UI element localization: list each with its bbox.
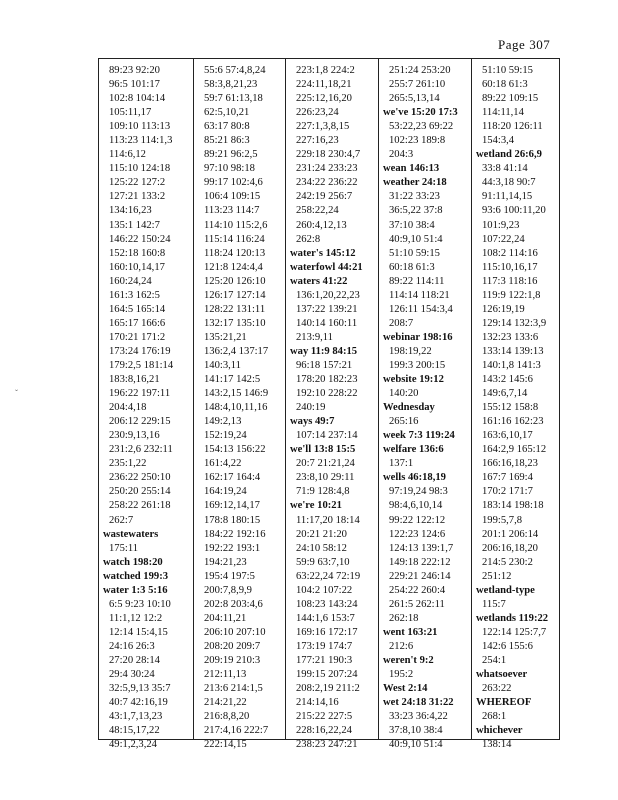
index-reference-line: 115:7 (482, 598, 506, 610)
index-headword-entry: whichever (476, 725, 523, 737)
index-headword-entry: weren't 9:2 (383, 654, 434, 666)
index-reference-line: 125:20 126:10 (204, 275, 266, 287)
index-reference-line: 33:8 41:14 (482, 163, 528, 175)
index-reference-line: 108:2 114:16 (482, 247, 538, 259)
index-reference-line: 204:11,21 (204, 612, 247, 624)
index-reference-line: 161:16 162:23 (482, 416, 544, 428)
index-reference-line: 118:20 126:11 (482, 121, 543, 133)
index-reference-line: 164:5 165:14 (109, 303, 166, 315)
index-reference-line: 11:1,12 12:2 (109, 612, 163, 624)
index-headword-entry: wastewaters (103, 528, 159, 540)
index-reference-line: 200:7,8,9,9 (204, 584, 252, 596)
index-reference-line: 48:15,17,22 (109, 725, 160, 737)
index-headword-entry: website 19:12 (383, 374, 444, 386)
index-reference-line: 43:1,7,13,23 (109, 711, 163, 723)
index-reference-line: 59:9 63:7,10 (296, 556, 350, 568)
index-reference-line: 32:5,9,13 35:7 (109, 683, 171, 695)
index-reference-line: 114:11,14 (482, 107, 524, 119)
index-reference-line: 23:8,10 29:11 (296, 472, 355, 484)
index-reference-line: 229:18 230:4,7 (296, 149, 361, 161)
index-reference-line: 129:14 132:3,9 (482, 317, 547, 329)
index-reference-line: 122:14 125:7,7 (482, 626, 547, 638)
index-reference-line: 148:4,10,11,16 (204, 402, 268, 414)
index-reference-line: 149:2,13 (204, 416, 242, 428)
index-reference-line: 40:9,10 51:4 (389, 233, 443, 245)
index-table (98, 58, 560, 751)
index-reference-line: 206:10 207:10 (204, 626, 266, 638)
index-reference-line: 121:8 124:4,4 (204, 261, 263, 273)
index-reference-line: 126:11 154:3,4 (389, 303, 453, 315)
index-reference-line: 152:19,24 (204, 430, 247, 442)
index-reference-line: 149:6,7,14 (482, 388, 528, 400)
index-headword-entry: webinar 198:16 (383, 331, 453, 343)
index-headword-entry: wean 146:13 (383, 163, 440, 175)
index-reference-line: 85:21 86:3 (204, 135, 250, 147)
index-reference-line: 134:16,23 (109, 205, 152, 217)
index-reference-line: 138:14 (482, 739, 512, 751)
index-reference-line: 204:4,18 (109, 402, 147, 414)
index-reference-line: 133:14 139:13 (482, 345, 544, 357)
index-reference-line: 229:21 246:14 (389, 570, 451, 582)
index-reference-line: 254:1 (482, 654, 507, 666)
index-reference-line: 63:22,24 72:19 (296, 570, 361, 582)
index-reference-line: 236:22 250:10 (109, 472, 171, 484)
index-reference-line: 27:20 28:14 (109, 654, 160, 666)
index-reference-line: 51:10 59:15 (389, 247, 440, 259)
index-reference-line: 206:12 229:15 (109, 416, 171, 428)
index-reference-line: 107:14 237:14 (296, 430, 358, 442)
index-reference-line: 115:10 124:18 (109, 163, 171, 175)
index-reference-line: 89:21 96:2,5 (204, 149, 258, 161)
index-reference-line: 89:22 109:15 (482, 93, 539, 105)
index-column-4 (378, 59, 471, 751)
index-reference-line: 178:20 182:23 (296, 374, 358, 386)
index-headword-entry: whatsoever (476, 669, 528, 681)
index-reference-line: 208:2,19 211:2 (296, 683, 360, 695)
index-reference-line: 170:21 171:2 (109, 331, 166, 343)
index-reference-line: 224:11,18,21 (296, 79, 352, 91)
index-headword-entry: wetlands 119:22 (476, 612, 549, 624)
index-reference-line: 258:22 261:18 (109, 500, 171, 512)
index-reference-line: 49:1,2,3,24 (109, 739, 157, 751)
index-reference-line: 199:15 207:24 (296, 669, 358, 681)
index-reference-line: 166:16,18,23 (482, 458, 538, 470)
index-reference-line: 212:11,13 (204, 669, 247, 681)
index-reference-line: 137:22 139:21 (296, 303, 358, 315)
index-column-1 (99, 59, 193, 751)
index-reference-line: 169:12,14,17 (204, 500, 260, 512)
index-headword-entry: waters 41:22 (290, 275, 348, 287)
index-reference-line: 140:20 (389, 388, 419, 400)
index-reference-line: 96:18 157:21 (296, 359, 353, 371)
index-reference-line: 12:14 15:4,15 (109, 626, 168, 638)
index-reference-line: 106:4 109:15 (204, 191, 261, 203)
index-reference-line: 163:6,10,17 (482, 430, 533, 442)
index-reference-line: 169:16 172:17 (296, 626, 358, 638)
index-reference-line: 140:14 160:11 (296, 317, 358, 329)
index-reference-line: 102:8 104:14 (109, 93, 166, 105)
index-reference-line: 117:3 118:16 (482, 275, 538, 287)
index-reference-line: 122:23 124:6 (389, 528, 446, 540)
index-headword-entry: water's 145:12 (290, 247, 356, 259)
index-reference-line: 178:8 180:15 (204, 514, 261, 526)
index-reference-line: 162:17 164:4 (204, 472, 261, 484)
index-reference-line: 24:10 58:12 (296, 542, 347, 554)
index-reference-line: 136:1,20,22,23 (296, 289, 360, 301)
index-reference-line: 132:23 133:6 (482, 331, 539, 343)
index-reference-line: 179:2,5 181:14 (109, 359, 174, 371)
index-reference-line: 20:21 21:20 (296, 528, 347, 540)
index-reference-line: 222:14,15 (204, 739, 247, 751)
index-reference-line: 242:19 256:7 (296, 191, 353, 203)
index-reference-line: 89:22 114:11 (389, 275, 445, 287)
index-reference-line: 143:2,15 146:9 (204, 388, 269, 400)
index-reference-line: 215:22 227:5 (296, 711, 353, 723)
index-reference-line: 33:23 36:4,22 (389, 711, 448, 723)
index-reference-line: 192:10 228:22 (296, 388, 358, 400)
index-reference-line: 213:9,11 (296, 331, 333, 343)
index-reference-line: 250:20 255:14 (109, 486, 171, 498)
index-reference-line: 20:7 21:21,24 (296, 458, 355, 470)
index-reference-line: 209:19 210:3 (204, 654, 261, 666)
index-headword-entry: we've 15:20 17:3 (383, 107, 458, 119)
index-headword-entry: wet 24:18 31:22 (383, 697, 454, 709)
index-reference-line: 126:17 127:14 (204, 289, 266, 301)
index-reference-line: 89:23 92:20 (109, 65, 160, 76)
index-reference-line: 260:4,12,13 (296, 219, 347, 231)
index-headword-entry: wetland-type (476, 584, 535, 596)
index-reference-line: 177:21 190:3 (296, 654, 353, 666)
index-reference-line: 161:3 162:5 (109, 289, 160, 301)
index-reference-line: 91:11,14,15 (482, 191, 533, 203)
index-headword-entry: welfare 136:6 (383, 444, 444, 456)
index-reference-line: 11:17,20 18:14 (296, 514, 360, 526)
index-reference-line: 263:22 (482, 683, 512, 695)
index-reference-line: 262:18 (389, 612, 419, 624)
index-headword-entry: went 163:21 (383, 626, 438, 638)
index-reference-line: 255:7 261:10 (389, 79, 446, 91)
index-reference-line: 135:1 142:7 (109, 219, 160, 231)
index-reference-line: 213:6 214:1,5 (204, 683, 263, 695)
index-reference-line: 154:13 156:22 (204, 444, 266, 456)
index-reference-line: 128:22 131:11 (204, 303, 266, 315)
index-reference-line: 51:10 59:15 (482, 65, 533, 76)
index-reference-line: 225:12,16,20 (296, 93, 352, 105)
index-column-2 (193, 59, 285, 751)
index-reference-line: 227:1,3,8,15 (296, 121, 350, 133)
index-reference-line: 115:10,16,17 (482, 261, 538, 273)
index-headword-entry: way 11:9 84:15 (290, 345, 358, 357)
index-reference-line: 55:6 57:4,8,24 (204, 65, 266, 76)
index-reference-line: 99:22 122:12 (389, 514, 446, 526)
index-reference-line: 93:6 100:11,20 (482, 205, 546, 217)
index-reference-line: 234:22 236:22 (296, 177, 358, 189)
index-reference-line: 154:3,4 (482, 135, 515, 147)
index-reference-line: 196:22 197:11 (109, 388, 171, 400)
index-reference-line: 140:3,11 (204, 359, 241, 371)
index-reference-line: 202:8 203:4,6 (204, 598, 263, 610)
index-reference-line: 161:4,22 (204, 458, 242, 470)
index-reference-line: 231:2,6 232:11 (109, 444, 173, 456)
index-headword-entry: we're 10:21 (290, 500, 342, 512)
index-reference-line: 160:10,14,17 (109, 261, 165, 273)
index-reference-line: 192:22 193:1 (204, 542, 261, 554)
index-reference-line: 165:17 166:6 (109, 317, 166, 329)
index-reference-line: 62:5,10,21 (204, 107, 250, 119)
index-headword-entry: watch 198:20 (103, 556, 163, 568)
index-column-3 (285, 59, 378, 751)
page-word: Page (498, 37, 526, 52)
index-reference-line: 265:16 (389, 416, 419, 428)
index-reference-line: 132:17 135:10 (204, 317, 266, 329)
index-reference-line: 265:5,13,14 (389, 93, 440, 105)
index-reference-line: 113:23 114:7 (204, 205, 260, 217)
index-reference-line: 251:24 253:20 (389, 65, 451, 76)
index-reference-line: 60:18 61:3 (389, 261, 435, 273)
index-reference-line: 29:4 30:24 (109, 669, 155, 681)
index-reference-line: 235:1,22 (109, 458, 147, 470)
index-reference-line: 199:5,7,8 (482, 514, 523, 526)
index-reference-line: 24:16 26:3 (109, 640, 155, 652)
index-reference-line: 208:20 209:7 (204, 640, 261, 652)
index-reference-line: 164:19,24 (204, 486, 247, 498)
index-reference-line: 119:9 122:1,8 (482, 289, 541, 301)
index-reference-line: 223:1,8 224:2 (296, 65, 355, 76)
index-reference-line: 170:2 171:7 (482, 486, 533, 498)
index-headword-entry: West 2:14 (383, 683, 428, 695)
index-reference-line: 44:3,18 90:7 (482, 177, 536, 189)
index-reference-line: 199:3 200:15 (389, 359, 446, 371)
index-reference-line: 144:1,6 153:7 (296, 612, 355, 624)
index-reference-line: 198:19,22 (389, 345, 432, 357)
index-reference-line: 107:22,24 (482, 233, 525, 245)
index-reference-line: 230:9,13,16 (109, 430, 160, 442)
index-reference-line: 125:22 127:2 (109, 177, 166, 189)
index-reference-line: 208:7 (389, 317, 414, 329)
index-reference-line: 98:4,6,10,14 (389, 500, 443, 512)
index-reference-line: 31:22 33:23 (389, 191, 440, 203)
index-reference-line: 195:4 197:5 (204, 570, 255, 582)
index-reference-line: 216:8,8,20 (204, 711, 250, 723)
index-reference-line: 212:6 (389, 640, 414, 652)
index-reference-line: 195:2 (389, 669, 414, 681)
index-reference-line: 97:19,24 98:3 (389, 486, 448, 498)
index-reference-line: 160:24,24 (109, 275, 152, 287)
index-reference-line: 184:22 192:16 (204, 528, 266, 540)
index-reference-line: 113:23 114:1,3 (109, 135, 173, 147)
index-headword-entry: ways 49:7 (290, 416, 335, 428)
index-headword-entry: watched 199:3 (103, 570, 169, 582)
index-reference-line: 101:9,23 (482, 219, 520, 231)
index-reference-line: 262:8 (296, 233, 321, 245)
index-reference-line: 118:24 120:13 (204, 247, 266, 259)
index-reference-line: 108:23 143:24 (296, 598, 358, 610)
index-reference-line: 59:7 61:13,18 (204, 93, 263, 105)
index-reference-line: 251:12 (482, 570, 512, 582)
index-reference-line: 37:8,10 38:4 (389, 725, 443, 737)
index-reference-line: 214:5 230:2 (482, 556, 533, 568)
index-reference-line: 114:6,12 (109, 149, 146, 161)
index-reference-line: 136:2,4 137:17 (204, 345, 269, 357)
index-reference-line: 58:3,8,21,23 (204, 79, 258, 91)
index-reference-line: 135:21,21 (204, 331, 247, 343)
page-number-label (494, 37, 550, 53)
index-headword-entry: water 1:3 5:16 (103, 584, 168, 596)
index-reference-line: 53:22,23 69:22 (389, 121, 454, 133)
index-reference-line: 155:12 158:8 (482, 402, 539, 414)
index-reference-line: 6:5 9:23 10:10 (109, 598, 171, 610)
index-reference-line: 141:17 142:5 (204, 374, 261, 386)
index-reference-line: 228:16,22,24 (296, 725, 352, 737)
index-reference-line: 214:21,22 (204, 697, 247, 709)
index-reference-line: 152:18 160:8 (109, 247, 166, 259)
index-reference-line: 214:14,16 (296, 697, 339, 709)
index-reference-line: 183:14 198:18 (482, 500, 544, 512)
index-reference-line: 231:24 233:23 (296, 163, 358, 175)
index-reference-line: 258:22,24 (296, 205, 339, 217)
index-reference-line: 124:13 139:1,7 (389, 542, 454, 554)
index-reference-line: 149:18 222:12 (389, 556, 451, 568)
index-reference-line: 238:23 247:21 (296, 739, 358, 751)
index-reference-line: 204:3 (389, 149, 414, 161)
index-reference-line: 142:6 155:6 (482, 640, 533, 652)
index-reference-line: 114:10 115:2,6 (204, 219, 268, 231)
index-reference-line: 194:21,23 (204, 556, 247, 568)
index-reference-line: 96:5 101:17 (109, 79, 160, 91)
index-reference-line: 261:5 262:11 (389, 598, 445, 610)
index-reference-line: 114:14 118:21 (389, 289, 450, 301)
index-reference-line: 262:7 (109, 514, 134, 526)
index-reference-line: 60:18 61:3 (482, 79, 528, 91)
index-reference-line: 105:11,17 (109, 107, 152, 119)
index-headword-entry: week 7:3 119:24 (383, 430, 455, 442)
index-reference-line: 102:23 189:8 (389, 135, 446, 147)
index-reference-line: 146:22 150:24 (109, 233, 171, 245)
index-reference-line: 109:10 113:13 (109, 121, 171, 133)
index-column-5 (471, 59, 560, 751)
index-reference-line: 183:8,16,21 (109, 374, 160, 386)
index-reference-line: 63:17 80:8 (204, 121, 250, 133)
index-reference-line: 40:7 42:16,19 (109, 697, 168, 709)
index-reference-line: 217:4,16 222:7 (204, 725, 269, 737)
index-reference-line: 143:2 145:6 (482, 374, 533, 386)
index-reference-line: 226:23,24 (296, 107, 339, 119)
index-reference-line: 127:21 133:2 (109, 191, 166, 203)
index-reference-line: 268:1 (482, 711, 507, 723)
index-reference-line: 206:16,18,20 (482, 542, 538, 554)
index-headword-entry: weather 24:18 (383, 177, 447, 189)
index-reference-line: 99:17 102:4,6 (204, 177, 263, 189)
index-reference-line: 104:2 107:22 (296, 584, 353, 596)
scan-mark: ˇ (15, 388, 18, 398)
index-reference-line: 173:24 176:19 (109, 345, 171, 357)
page-number: 307 (529, 37, 551, 52)
index-reference-line: 240:19 (296, 402, 326, 414)
index-reference-line: 227:16,23 (296, 135, 339, 147)
index-reference-line: 167:7 169:4 (482, 472, 533, 484)
index-reference-line: 173:19 174:7 (296, 640, 353, 652)
index-reference-line: 126:19,19 (482, 303, 525, 315)
index-reference-line: 254:22 260:4 (389, 584, 446, 596)
index-reference-line: 36:5,22 37:8 (389, 205, 443, 217)
index-reference-line: 71:9 128:4,8 (296, 486, 350, 498)
index-headword-entry: we'll 13:8 15:5 (290, 444, 356, 456)
index-reference-line: 164:2,9 165:12 (482, 444, 547, 456)
index-headword-entry: waterfowl 44:21 (290, 261, 363, 273)
index-reference-line: 37:10 38:4 (389, 219, 435, 231)
index-reference-line: 140:1,8 141:3 (482, 359, 541, 371)
index-reference-line: 175:11 (109, 542, 139, 554)
index-reference-line: 115:14 116:24 (204, 233, 265, 245)
index-headword-entry: Wednesday (383, 402, 435, 414)
index-headword-entry: wetland 26:6,9 (476, 149, 542, 161)
index-reference-line: 40:9,10 51:4 (389, 739, 443, 751)
index-headword-entry: WHEREOF (476, 697, 532, 709)
index-reference-line: 97:10 98:18 (204, 163, 255, 175)
index-reference-line: 201:1 206:14 (482, 528, 539, 540)
index-headword-entry: wells 46:18,19 (383, 472, 446, 484)
index-reference-line: 137:1 (389, 458, 414, 470)
